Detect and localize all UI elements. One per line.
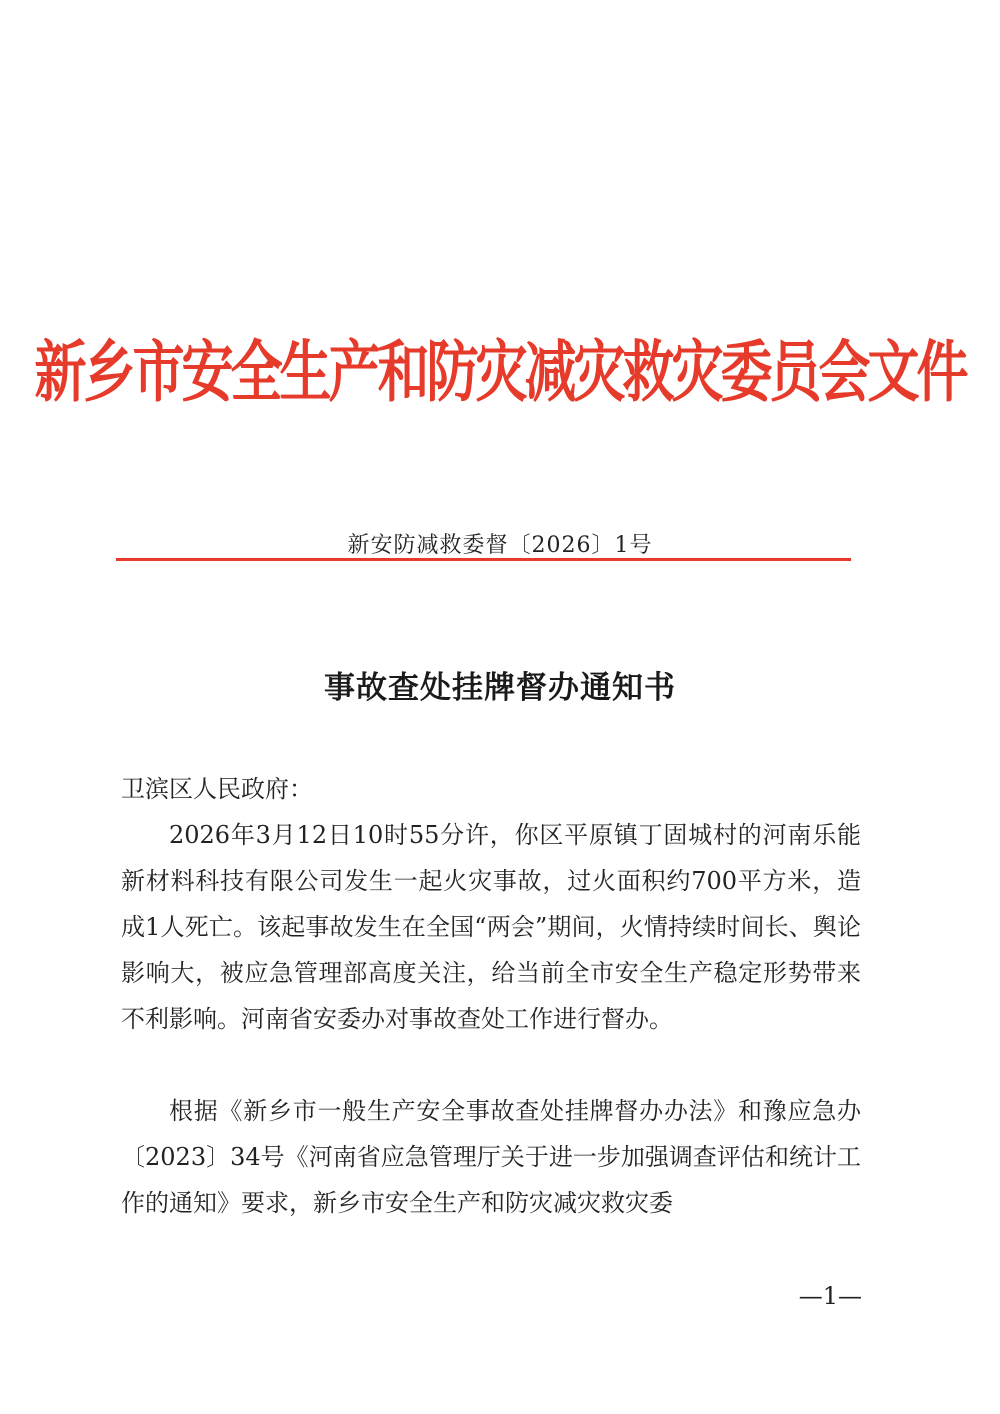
red-separator-rule [116, 558, 851, 561]
document-masthead: 新乡市安全生产和防灾减灾救灾委员会文件 [34, 333, 966, 412]
page-number: —1— [798, 1282, 862, 1310]
document-title: 事故查处挂牌督办通知书 [324, 670, 676, 706]
recipient: 卫滨区人民政府： [121, 775, 313, 803]
body-paragraph-1: 2026年3月12日10时55分许，你区平原镇丁固城村的河南乐能新材料科技有限公司发生一起火灾事故，过火面积约700平方米，造成1人死亡。该起事故发生在全国“两会”期间，火情持续时间长、舆论影响大，被应急管理部高度关注，给当前全市安全生产稳定形势带来不利影响。河南省安委办对事故查处工作进行督办。 [121, 821, 861, 1033]
document-number: 新安防减救委督〔2026〕1号 [347, 533, 653, 558]
body-paragraph-2: 根据《新乡市一般生产安全事故查处挂牌督办办法》和豫应急办〔2023〕34号《河南省应急管理厅关于进一步加强调查评估和统计工作的通知》要求，新乡市安全生产和防灾减灾救灾委 [121, 1097, 861, 1217]
